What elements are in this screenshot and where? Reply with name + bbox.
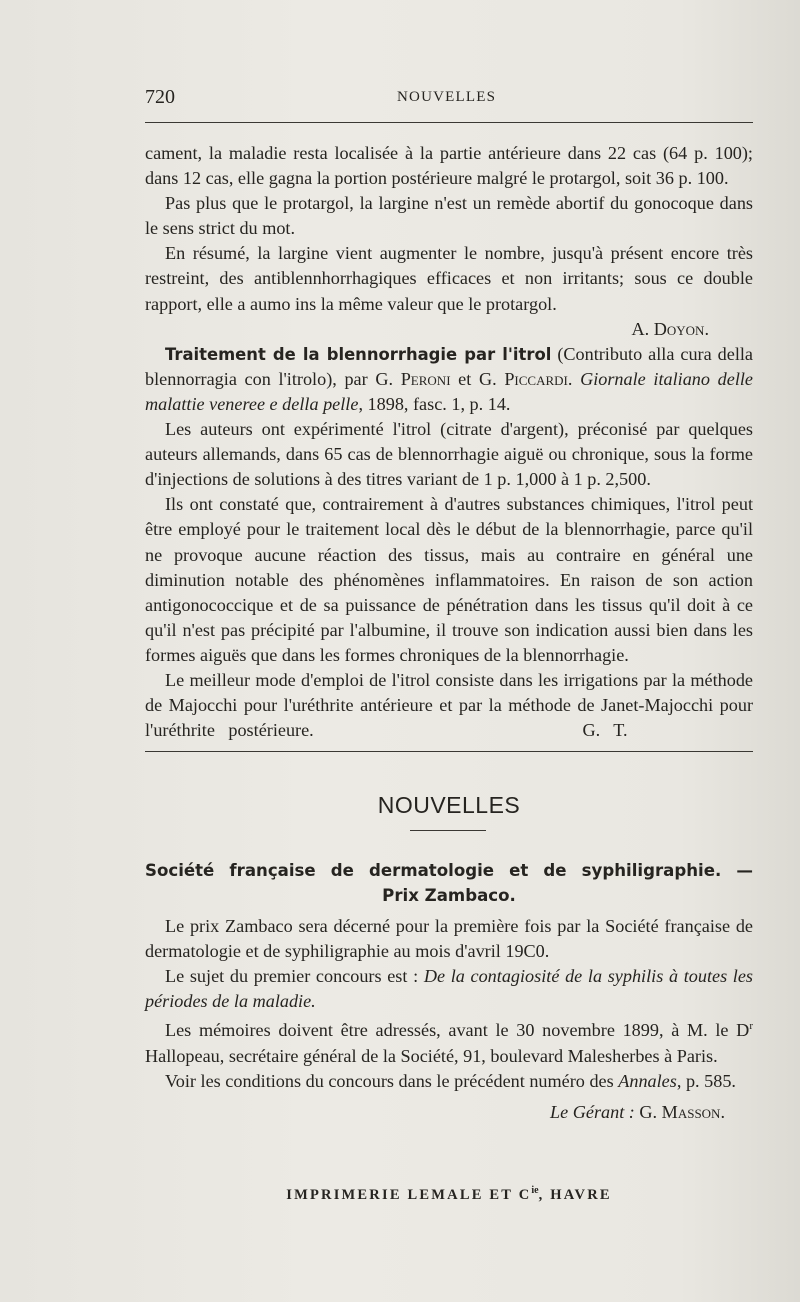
news-body <box>145 914 753 1125</box>
article-title-paragraph <box>145 342 753 417</box>
page-header <box>145 86 753 110</box>
signature-text: G. T. <box>582 720 628 741</box>
paragraph-text: Voir les conditions du concours dans le précédent numéro des <box>165 1070 619 1091</box>
journal-name: Giornale italiano delle malattie veneree e della pelle <box>145 368 753 414</box>
paragraph <box>145 668 753 743</box>
paragraph: Pas plus que le protargol, la largine n'est un remède abortif du gonocoque dans le sens strict du mot. <box>145 193 753 239</box>
manager-signature <box>145 1100 753 1125</box>
superscript: ie <box>531 1185 539 1196</box>
journal-name: Annales <box>618 1070 677 1091</box>
signature-text: A. Doyon. <box>631 318 709 339</box>
news-title <box>145 858 753 908</box>
signature <box>145 317 753 342</box>
reference-text: et G. <box>450 368 505 389</box>
header-rule <box>145 122 753 123</box>
imprint-text: , HAVRE <box>538 1186 612 1203</box>
paragraph-text: Les mémoires doivent être adressés, avant le 30 novembre 1899, à M. le D <box>165 1020 750 1041</box>
news-title-line: Prix Zambaco. <box>382 886 516 905</box>
paragraph: cament, la maladie resta localisée à la partie antérieure dans 22 cas (64 p. 100); dans 12 cas, elle gagna la portion postérieure malgré le protargol, soit 36 p. 100. <box>145 143 753 189</box>
section-title: NOUVELLES <box>377 792 521 818</box>
section-title-underline <box>410 830 486 831</box>
reference-text: . <box>567 368 581 389</box>
paragraph: Les auteurs ont expérimenté l'itrol (citrate d'argent), préconisé par quelques auteurs allemands, dans 65 cas de blennorrhagie aiguë ou chronique, sous la forme d'injections de solutions à des titres variant de 1 p. 1,000 à 1 p. 2,500. <box>145 419 753 490</box>
paragraph-text: Le meilleur mode d'emploi de l'itrol consiste dans les irrigations par la méthode de Majocchi pour l'uréthrite antérieure et par la méthode de Janet-Majocchi pour l'uréthrite postérieure. <box>145 669 753 741</box>
paragraph <box>145 1014 753 1068</box>
imprint-text: IMPRIMERIE LEMALE ET C <box>286 1186 532 1203</box>
contest-topic: De la contagiosité de la syphilis à toutes les périodes de la maladie. <box>145 966 754 1012</box>
running-head: NOUVELLES <box>397 89 497 105</box>
author-name: Peroni <box>400 368 451 389</box>
article-title: Traitement de la blennorrhagie par l'itrol <box>165 344 552 364</box>
paragraph: Le prix Zambaco sera décerné pour la première fois par la Société française de dermatologie et de syphiligraphie au mois d'avril 19C0. <box>145 916 753 962</box>
page-number: 720 <box>145 86 175 108</box>
section-rule <box>145 751 753 752</box>
article-largine-end <box>145 141 753 743</box>
author-name: Piccardi <box>504 368 568 389</box>
manager-name: G. Masson. <box>634 1101 725 1122</box>
printer-imprint <box>145 1185 753 1204</box>
paragraph-text: Le sujet du premier concours est : <box>165 966 424 987</box>
paragraph <box>145 964 753 1014</box>
superscript: r <box>749 1020 753 1033</box>
news-title-line: Société française de dermatologie et de syphiligraphie. — <box>145 861 753 880</box>
paragraph <box>145 1069 753 1094</box>
paragraph-text: Hallopeau, secrétaire général de la Société, 91, boulevard Malesherbes à Paris. <box>145 1045 718 1066</box>
paragraph: En résumé, la largine vient augmenter le nombre, jusqu'à présent encore très restreint, des antiblennhorrhagiques efficaces et non irritants; sous ce double rapport, elle a aumo ins la même valeur que le protargol. <box>145 243 753 314</box>
paragraph-text: , p. 585. <box>676 1070 736 1091</box>
manager-label: Le Gérant : <box>550 1101 635 1122</box>
reference-text: (Contributo alla cura della blennorragia con l'itrolo), par G. <box>145 343 753 389</box>
paragraph: Ils ont constaté que, contrairement à d'autres substances chimiques, l'itrol peut être employé pour le traitement local dès le début de la blennorrhagie, parce qu'il ne provoque aucune réaction des tissus, mais au contraire en général une diminution notable des phénomènes inflammatoires. En raison de son action antigonococcique et de sa puissance de pénétration dans les tissus qu'il doit à ce qu'il n'est pas précipité par l'albumine, il trouve son indication aussi bien dans les formes aiguës que dans les formes chroniques de la blennorrhagie. <box>145 494 753 665</box>
reference-text: , 1898, fasc. 1, p. 14. <box>358 393 511 414</box>
